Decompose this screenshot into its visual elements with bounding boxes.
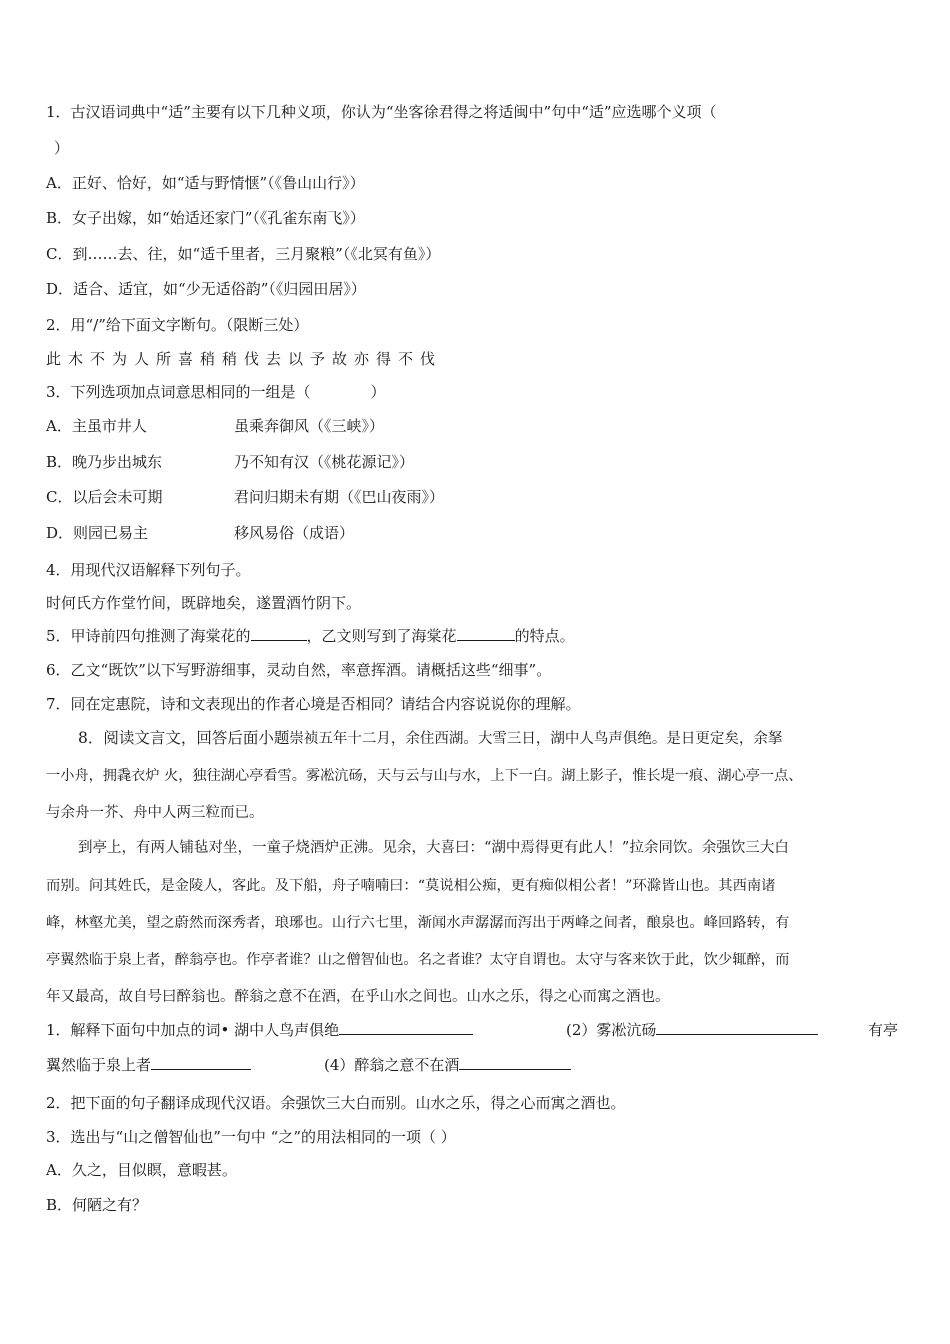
q3-option-b-right: 乃不知有汉（《桃花源记》） (234, 453, 415, 471)
q8-p2-line-3: 峰，林壑尤美，望之蔚然而深秀者，琅琊也。山行六七里，渐闻水声潺潺而泻出于两峰之间者，酿泉也。峰回路转，有 (46, 915, 790, 931)
q5-part-c: 的特点。 (514, 627, 575, 645)
q8-sub1-b-wrap (566, 1020, 818, 1040)
q8-p2-line-1: 到亭上，有两人铺毡对坐，一童子烧酒炉正沸。见余，大喜曰：“湖中焉得更有此人！”拉余同饮。余强饮三大白 (78, 840, 789, 856)
q1-stem: 1．古汉语词典中“适”主要有以下几种义项，你认为“坐客徐君得之将适闽中”句中“适”应选哪个义项（ (46, 103, 717, 121)
q8-p1-line-1: 崇祯五年十二月，余住西湖。大雪三日，湖中人鸟声俱绝。是日更定矣，余拏 (289, 731, 783, 747)
q8-sub1-e-wrap (324, 1055, 571, 1075)
q1-option-c: C．到……去、往，如“适千里者，三月聚粮”（《北冥有鱼》） (46, 245, 441, 263)
q8-sub1-blank-1[interactable] (339, 1020, 473, 1035)
q8-sub1-blank-2[interactable] (656, 1020, 818, 1035)
q8-sub1-a: 1．解释下面句中加点的词• 湖中人鸟声俱绝 (46, 1021, 340, 1039)
q3-option-a (46, 416, 746, 436)
q3-option-b (46, 452, 746, 472)
q8-first-line (78, 728, 782, 749)
q8-sub1-d: 翼然临于泉上者 (46, 1056, 152, 1074)
q4-sentence: 时何氏方作堂竹间，既辟地矣，遂置酒竹阴下。 (46, 594, 362, 612)
q8-sub3-stem: 3．选出与“山之僧智仙也”一句中 “之”的用法相同的一项（ ） (46, 1128, 456, 1146)
q3-option-d (46, 523, 746, 543)
q8-sub1-line-2 (46, 1055, 746, 1075)
q8-sub1-c: 有亭 (868, 1021, 899, 1039)
q3-option-c-right: 君问归期未有期（《巴山夜雨》） (234, 488, 445, 506)
q8-sub3-option-b: B．何陋之有？ (46, 1196, 148, 1214)
q1-option-b: B．女子出嫁，如“始适还家门”（《孔雀东南飞》） (46, 209, 365, 227)
q8-sub1-blank-4[interactable] (459, 1055, 571, 1070)
q8-sub1-blank-3[interactable] (151, 1055, 251, 1070)
q8-p1-line-2: 一小舟，拥毳衣炉 火，独往湖心亭看雪。雾凇沆砀，天与云与山与水，上下一白。湖上影子，惟长堤一痕、湖心亭一点、 (46, 768, 803, 784)
q5 (46, 626, 575, 646)
q3-option-d-right: 移风易俗（成语） (234, 524, 355, 542)
q8-sub1-line-1 (46, 1020, 906, 1040)
q3-option-b-left: B．晚乃步出城东 (46, 453, 163, 471)
q8-p1-line-3: 与余舟一芥、舟中人两三粒而已。 (46, 805, 264, 821)
q4-stem: 4．用现代汉语解释下列句子。 (46, 561, 251, 579)
q3-option-c (46, 487, 746, 507)
q6: 6．乙文“既饮”以下写野游细事，灵动自然，率意挥酒。请概括这些“细事”。 (46, 661, 552, 679)
q2-text: 此木不为人所喜稍稍伐去以予故亦得不伐 (46, 350, 443, 368)
q3-option-c-left: C．以后会未可期 (46, 488, 163, 506)
q1-option-d: D．适合、适宜，如“少无适俗韵”（《归园田居》） (46, 280, 366, 298)
q3-stem: 3．下列选项加点词意思相同的一组是（ ） (46, 383, 386, 401)
q3-option-a-right: 虽乘奔御风（《三峡》） (234, 417, 385, 435)
q3-option-a-left: A．主虽市井人 (46, 417, 147, 435)
q8-sub3-option-a: A．久之，目似瞑，意暇甚。 (46, 1161, 237, 1179)
q8-sub1-e: (4）醉翁之意不在酒 (324, 1056, 460, 1074)
q8-intro: 8．阅读文言文，回答后面小题 (78, 729, 290, 747)
q8-p2-line-4: 亭翼然临于泉上者，醉翁亭也。作亭者谁？山之僧智仙也。名之者谁？太守自谓也。太守与客来饮于此，饮少辄醉，而 (46, 952, 790, 968)
q5-blank-1[interactable] (251, 626, 307, 641)
q5-part-a: 5．甲诗前四句推测了海棠花的 (46, 627, 251, 645)
q2-stem: 2．用“/”给下面文字断句。（限断三处） (46, 316, 309, 334)
q8-p2-line-2: 而别。问其姓氏，是金陵人，客此。及下船，舟子喃喃曰：“莫说相公痴，更有痴似相公者！”环滁皆山也。其西南诸 (46, 878, 776, 894)
q8-sub1-b: (2）雾凇沆砀 (566, 1021, 657, 1039)
q8-sub2: 2．把下面的句子翻译成现代汉语。余强饮三大白而别。山水之乐，得之心而寓之酒也。 (46, 1094, 626, 1112)
q1-option-a: A．正好、恰好，如“适与野情惬”（《鲁山山行》） (46, 174, 365, 192)
q7: 7．同在定惠院，诗和文表现出的作者心境是否相同？请结合内容说说你的理解。 (46, 695, 581, 713)
q5-blank-2[interactable] (457, 626, 515, 641)
q1-stem-end: ） (54, 139, 70, 157)
q8-p2-line-5: 年又最高，故自号曰醉翁也。醉翁之意不在酒，在乎山水之间也。山水之乐，得之心而寓之酒也。 (46, 989, 670, 1005)
q3-option-d-left: D．则园已易主 (46, 524, 149, 542)
q5-part-b: ，乙文则写到了海棠花 (306, 627, 457, 645)
